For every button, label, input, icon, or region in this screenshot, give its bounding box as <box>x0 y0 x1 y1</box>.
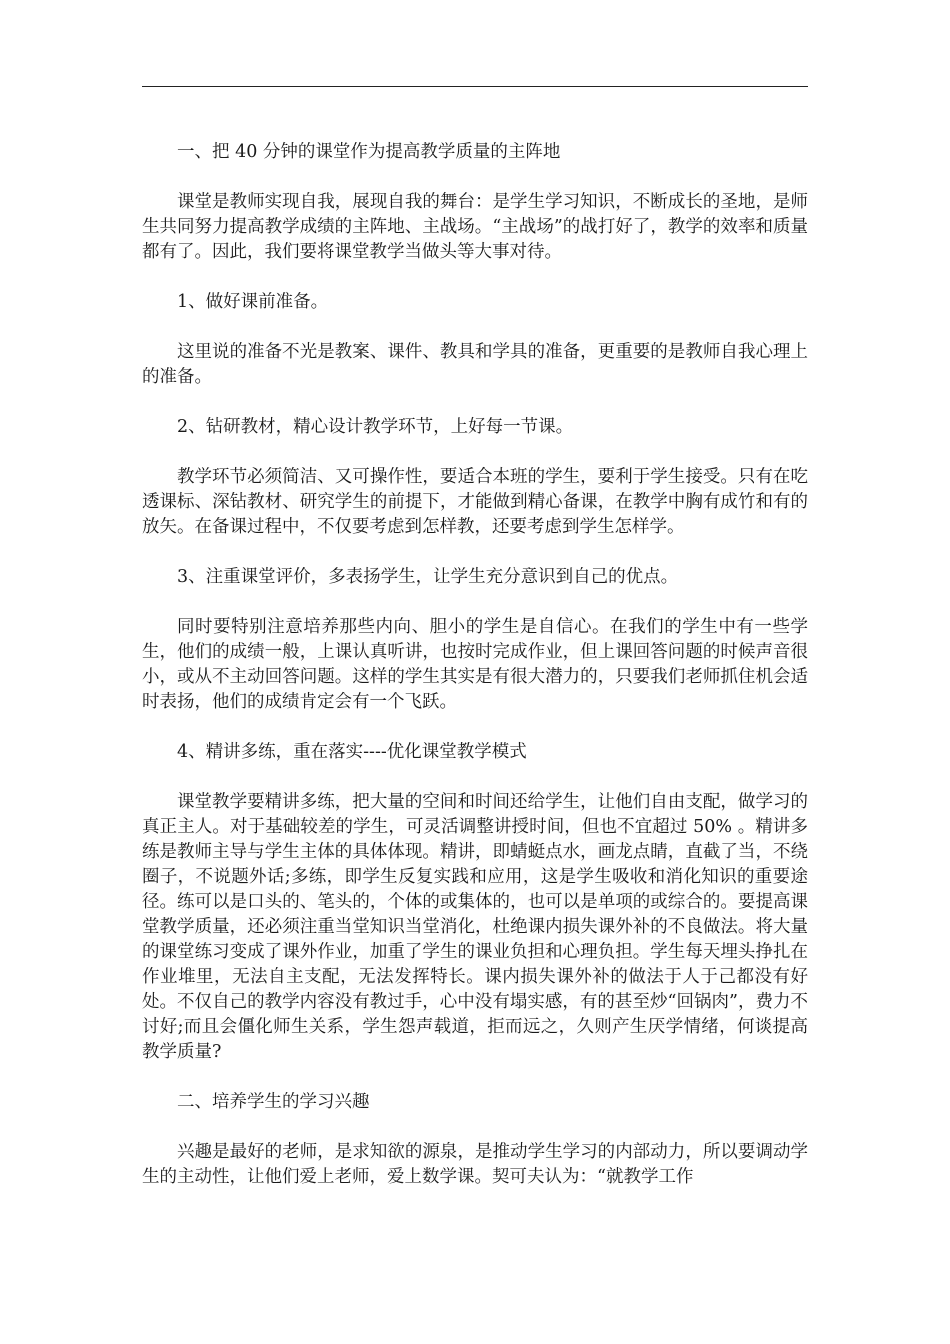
section-heading-1: 一、把 40 分钟的课堂作为提高教学质量的主阵地 <box>177 142 561 162</box>
document-body <box>142 140 808 1190</box>
subheading-3: 3、注重课堂评价，多表扬学生，让学生充分意识到自己的优点。 <box>177 567 679 587</box>
body-paragraph-2: 这里说的准备不光是教案、课件、教具和学具的准备，更重要的是教师自我心理上的准备。 <box>142 342 808 387</box>
subheading-2: 2、钻研教材，精心设计教学环节，上好每一节课。 <box>177 417 574 437</box>
body-paragraph-4: 同时要特别注意培养那些内向、胆小的学生是自信心。在我们的学生中有一些学生，他们的成绩一般，上课认真听讲，也按时完成作业，但上课回答问题的时候声音很小，或从不主动回答问题。这样的学生其实是有很大潜力的，只要我们老师抓住机会适时表扬，他们的成绩肯定会有一个飞跃。 <box>142 617 808 712</box>
header-rule <box>142 86 808 87</box>
subheading-1: 1、做好课前准备。 <box>177 292 329 312</box>
body-paragraph-5: 课堂教学要精讲多练，把大量的空间和时间还给学生，让他们自由支配，做学习的真正主人。对于基础较差的学生，可灵活调整讲授时间，但也不宜超过 50% 。精讲多练是教师主导与学生主体的具体体现。精讲，即蜻蜓点水，画龙点睛，直截了当，不绕圈子，不说题外话;多练，即学生反复实践和应用，这是学生吸收和消化知识的重要途径。练可以是口头的、笔头的，个体的或集体的，也可以是单项的或综合的。要提高课堂教学质量，还必须注重当堂知识当堂消化，杜绝课内损失课外补的不良做法。将大量的课堂练习变成了课外作业，加重了学生的课业负担和心理负担。学生每天埋头挣扎在作业堆里，无法自主支配，无法发挥特长。课内损失课外补的做法于人于己都没有好处。不仅自己的教学内容没有教过手，心中没有塌实感，有的甚至炒“回锅肉”，费力不讨好;而且会僵化师生关系，学生怨声载道，拒而远之，久则产生厌学情绪，何谈提高教学质量? <box>142 792 808 1062</box>
body-paragraph-3: 教学环节必须简洁、又可操作性，要适合本班的学生，要利于学生接受。只有在吃透课标、深钻教材、研究学生的前提下，才能做到精心备课，在教学中胸有成竹和有的放矢。在备课过程中，不仅要考虑到怎样教，还要考虑到学生怎样学。 <box>142 467 808 537</box>
section-heading-2: 二、培养学生的学习兴趣 <box>177 1092 370 1112</box>
body-paragraph-1: 课堂是教师实现自我，展现自我的舞台：是学生学习知识，不断成长的圣地，是师生共同努力提高教学成绩的主阵地、主战场。“主战场”的战打好了，教学的效率和质量都有了。因此，我们要将课堂教学当做头等大事对待。 <box>142 192 808 262</box>
subheading-4: 4、精讲多练，重在落实----优化课堂教学模式 <box>177 742 527 762</box>
body-paragraph-6: 兴趣是最好的老师，是求知欲的源泉，是推动学生学习的内部动力，所以要调动学生的主动性，让他们爱上老师，爱上数学课。契可夫认为：“就教学工作 <box>142 1142 808 1187</box>
